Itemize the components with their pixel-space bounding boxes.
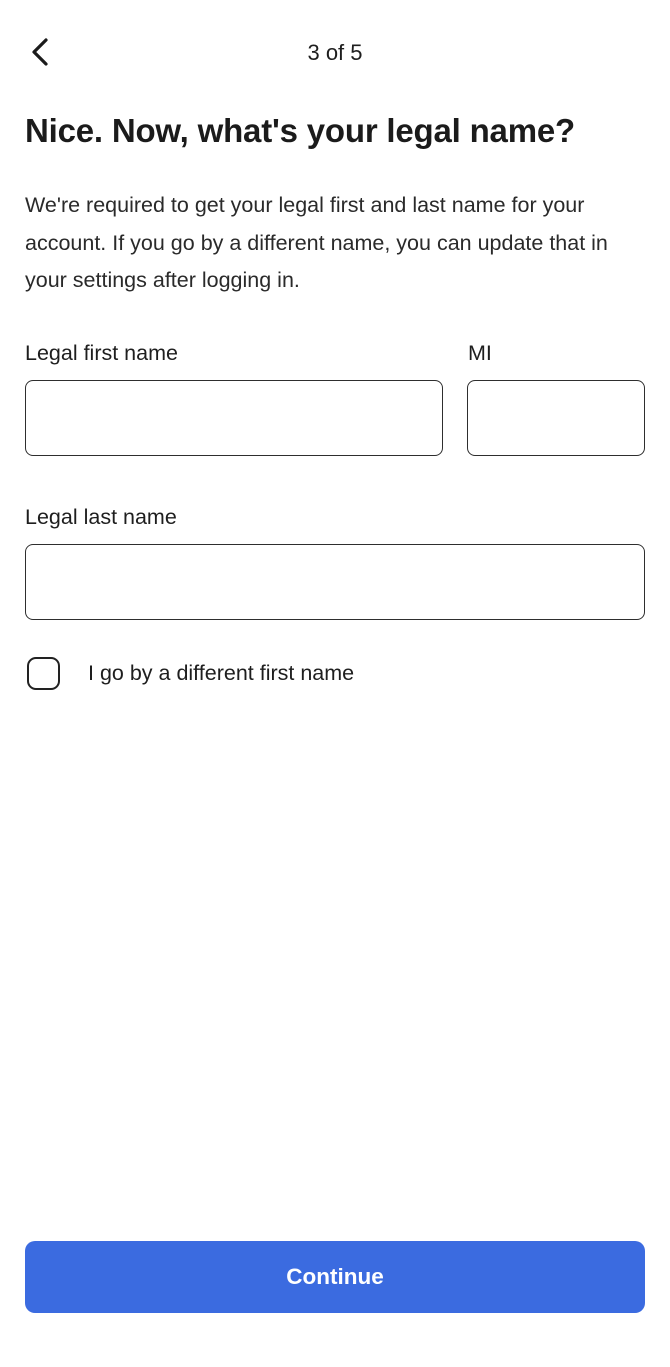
- legal-first-name-label: Legal first name: [25, 341, 178, 365]
- different-name-checkbox[interactable]: [27, 657, 60, 690]
- legal-last-name-input[interactable]: [25, 544, 645, 620]
- middle-initial-input[interactable]: [467, 380, 645, 456]
- step-indicator: 3 of 5: [307, 40, 363, 65]
- legal-first-name-input[interactable]: [25, 380, 443, 456]
- page-title: Nice. Now, what's your legal name?: [25, 112, 575, 149]
- different-name-checkbox-label: I go by a different first name: [88, 661, 355, 685]
- middle-initial-label: MI: [468, 341, 492, 365]
- continue-button[interactable]: Continue: [25, 1241, 645, 1313]
- legal-last-name-label: Legal last name: [25, 505, 177, 529]
- page-description: We're required to get your legal first and last name for your account. If you go by a different name, you can update that in your settings after logging in.: [25, 193, 608, 293]
- different-name-checkbox-row[interactable]: [27, 657, 354, 690]
